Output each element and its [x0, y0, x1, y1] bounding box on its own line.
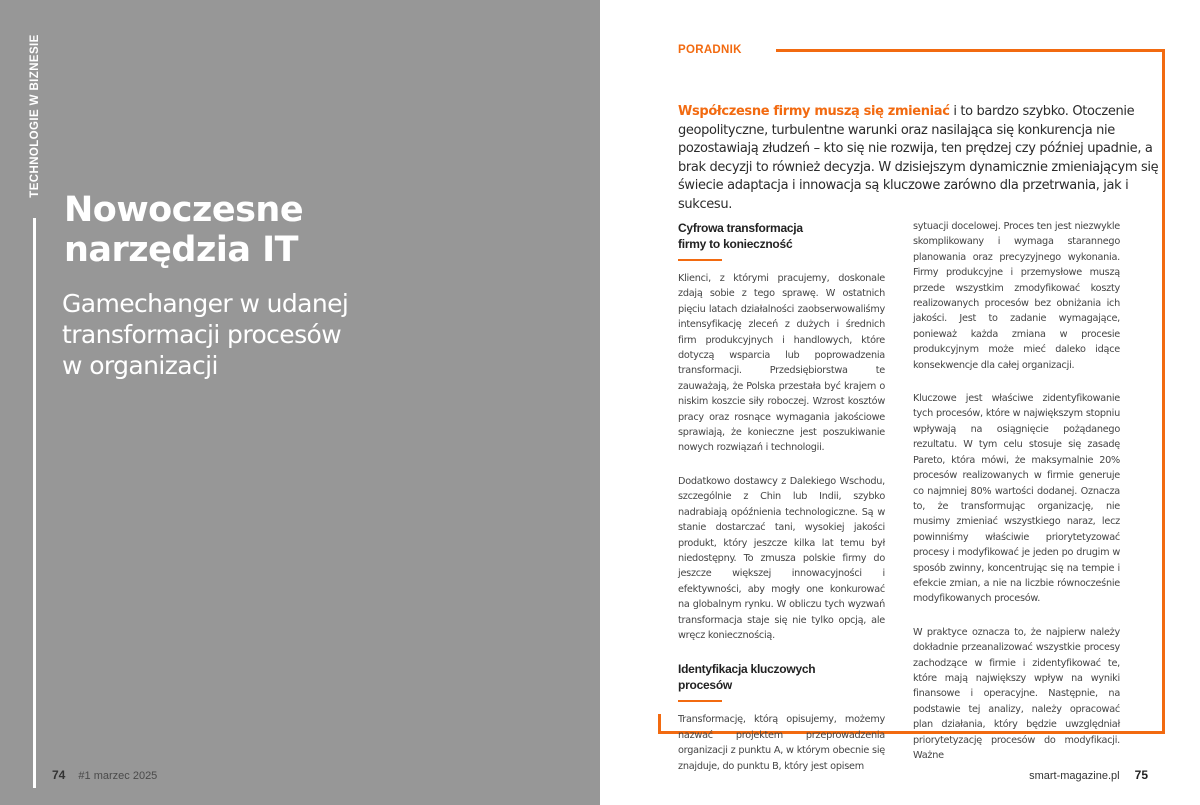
body-paragraph: Transformację, którą opisujemy, możemy nazwać projektem przeprowadzenia organizacji z punktu A, w którym obecnie się znajduje, do punktu B, który jest opisem	[678, 714, 885, 772]
body-paragraph: Klienci, z którymi pracujemy, doskonale zdają sobie z tego sprawę. W ostatnich pięciu latach działalności zaobserwowaliśmy intensyfikację zleceń z dużych i średnich firm produkcyjnych i handlowych, które dotyczą wsparcia lub poprowadzenia transformacji. Przedsiębiorstwa te zauważają, że Polska przestała być krajem o niskim koszcie siły roboczej. Wzrost kosztów pracy oraz rosnące wymagania jakościowe sprawiają, że konieczne jest poszukiwanie nowych rozwiązań i technologii.	[678, 273, 885, 454]
left-footer	[52, 768, 157, 782]
right-footer	[1029, 768, 1148, 782]
body-paragraph: sytuacji docelowej. Proces ten jest niezwykle skomplikowany i wymaga starannego planowania oraz precyzyjnego wykonania. Firmy produkcyjne i przemysłowe muszą przede wszystkim zmodyfikować koszty realizowanych procesów bez obniżania ich jakości. Jest to zadanie wymagające, ponieważ każda zmiana w procesie produkcyjnym może mieć daleko idące konsekwencje dla całej organizacji.	[913, 221, 1120, 371]
heading-digital-transformation: Cyfrowa transformacja firmy to konieczność	[678, 220, 885, 261]
issue-label: #1 marzec 2025	[78, 770, 158, 782]
article-title: Nowoczesne narzędzia IT	[64, 190, 304, 270]
page-number-left: 74	[52, 768, 66, 782]
right-page	[600, 0, 1200, 805]
frame-left-line	[658, 714, 661, 734]
column-2	[913, 219, 1120, 781]
column-1	[678, 220, 885, 792]
section-label: TECHNOLOGIE W BIZNESIE	[29, 34, 41, 198]
lead-highlight: Współczesne firmy muszą się zmieniać	[678, 104, 950, 119]
page-number-right: 75	[1134, 768, 1148, 782]
section-kicker: PORADNIK	[678, 44, 742, 56]
vertical-divider	[33, 218, 36, 788]
body-paragraph: Kluczowe jest właściwe zidentyfikowanie tych procesów, które w największym stopniu wpływają na osiągnięcie pożądanego rezultatu. W tym celu stosuje się zasadę Pareto, która mówi, że maksymalnie 20% procesów realizowanych w firmie generuje co najmniej 80% wartości dodanej. Oznacza to, że transformując organizację, nie musimy zmieniać wszystkiego naraz, lecz powinniśmy właściwie priorytetyzować procesy i modyfikować je jeden po drugim w sposób zwinny, koncentrując się na tempie i efekcie zmian, a nie na liczbie równocześnie modyfikowanych procesów.	[913, 393, 1120, 605]
lead-paragraph: Współczesne firmy muszą się zmieniać i to bardzo szybko. Otoczenie geopolityczne, turbulentne warunki oraz nasilająca się konkurencja nie pozostawiają złudzeń – kto się nie rozwija, ten prędzej czy później upadnie, a brak decyzji to również decyzja. W dzisiejszym dynamicznie zmieniającym się świecie adaptacja i innowacja są kluczowe zarówno dla przetrwania, jak i sukcesu.	[678, 104, 1159, 212]
body-paragraph: Dodatkowo dostawcy z Dalekiego Wschodu, szczególnie z Chin lub Indii, szybko nadrabiają opóźnienia technologiczne. Są w stanie dostarczać tani, wysokiej jakości produkt, który jeszcze kilka lat temu był niedostępny. To zmusza polskie firmy do jeszcze większej innowacyjności i efektywności, aby mogły one konkurować na globalnym rynku. W obliczu tych wyzwań transformacja staje się nie tylko opcją, ale wręcz koniecznością.	[678, 475, 885, 641]
body-paragraph: W praktyce oznacza to, że najpierw należy dokładnie przeanalizować wszystkie procesy zachodzące w firmie i zidentyfikować te, które mają największy wpływ na wyniki finansowe i operacyjne. Następnie, na podstawie tej analizy, należy opracować plan działania, który będzie uwzględniał priorytetyzację procesów do modyfikacji. Ważne	[913, 626, 1120, 761]
heading-key-processes: Identyfikacja kluczowych procesów	[678, 661, 885, 702]
article-subtitle: Gamechanger w udanej transformacji procesów w organizacji	[62, 289, 349, 380]
frame-top-line	[776, 49, 1165, 52]
website-label: smart-magazine.pl	[1029, 770, 1120, 782]
